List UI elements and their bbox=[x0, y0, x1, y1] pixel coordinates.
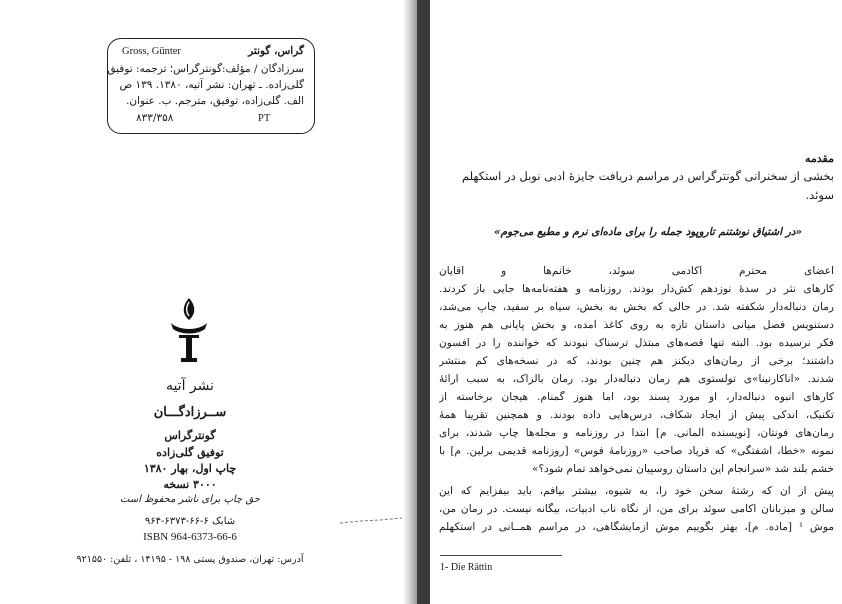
page-gutter bbox=[403, 0, 417, 604]
publisher-name: نشر آتیه bbox=[165, 378, 215, 394]
catalog-card bbox=[107, 38, 315, 134]
scan-artifact-line bbox=[340, 517, 402, 525]
left-page-colophon bbox=[0, 0, 403, 604]
catalog-class-code: PT bbox=[258, 113, 271, 124]
isbn-latin: ISBN 964-6373-66-6 bbox=[143, 531, 237, 543]
book-spine bbox=[417, 0, 430, 604]
translator-name: توفیق گلی‌زاده bbox=[156, 446, 224, 459]
publisher-address: آدرس: تهران، صندوق پستی ۱۹۸ - ۱۴۱۹۵ ، تلفن: ۹۲۱۵۵۰ bbox=[76, 554, 304, 565]
body-line: خشم بلند شد «سرانجام این داستان روسپیان نمی‌خواهد تمام شود؟» bbox=[532, 463, 834, 475]
section-heading: مقدمه bbox=[804, 152, 834, 165]
print-run: ۳۰۰۰ نسخه bbox=[163, 478, 217, 491]
publisher-logo-icon bbox=[167, 296, 211, 366]
body-line: پیش از آن که رشتهٔ سخن خود را، به شیوه، بیشتر بیافم، باید بیفزایم که این bbox=[439, 485, 834, 497]
body-line: شدند. «آناکارنینا»ی تولستوی هم رمان دنباله‌دار بود. رمان بالزاک، به سبب ارائهٔ bbox=[439, 373, 834, 385]
catalog-line-3: الف. گلی‌زاده، توفیق، مترجم. ب. عنوان. bbox=[126, 95, 304, 107]
rights-notice: حق چاپ برای ناشر محفوظ است bbox=[120, 494, 260, 505]
edition-info: چاپ اول، بهار ۱۳۸۰ bbox=[143, 462, 237, 475]
catalog-line-2: گلی‌زاده. ـ تهران: نشر آتیه، ۱۳۸۰. ۱۳۹ ص bbox=[119, 79, 304, 91]
body-line: کارهای نثر در سدهٔ نوزدهم کش‌دار بودند. روزنامه و هفته‌نامه‌ها جایی باز کردند. bbox=[439, 283, 834, 295]
author-name: گونترگراس bbox=[164, 429, 216, 442]
body-line: سالن و میزبانان آکامی سوئد برای من، از نگاه ناب ادبیات، بیگانه نیست. در رمان من، bbox=[439, 503, 834, 515]
catalog-latin-name: Gross, Günter bbox=[122, 46, 181, 57]
body-line: نمونه «خطا، آشفتگی» که فریاد صاحب «روزنامهٔ فوس» [روزنامه قدیمی برلین. م] با bbox=[439, 445, 834, 457]
body-line: فکر نرسیده بود. البته تنها قصه‌های مبتذل ترسناک نبودند که خواننده را در افسون bbox=[439, 337, 834, 349]
body-line: کارهای انبوه دنباله‌دار، او مورد پسند بود، اما هنوز گمنام. هیجان برخاسته از bbox=[439, 391, 834, 403]
footnote-divider bbox=[440, 555, 562, 556]
speech-title-quote: «در اشتیاق نوشتنم تاروپود جمله را برای ماده‌ای نرم و مطیع می‌جوم» bbox=[494, 226, 802, 238]
intro-line-1: بخشی از سخنرانی گونترگراس در مراسم دریافت جایزهٔ ادبی نوبل در استکهلم bbox=[461, 169, 834, 183]
body-line: اعضای محترم آکادمی سوئد، خانم‌ها و آقایان bbox=[439, 265, 834, 277]
body-line: داشتند؛ برخی از رمان‌های دیکنز هم چنین بودند، که در نسخه‌های کم منتشر bbox=[439, 355, 834, 367]
catalog-arabic-name: گراس، گونتر bbox=[248, 45, 304, 57]
intro-line-2: سوئد. bbox=[805, 188, 834, 202]
body-line: رمان‌های فونتان، [نویسنده آلمانی. م] ابتدا در روزنامه و مجله‌ها چاپ شدند، برای bbox=[439, 427, 834, 439]
body-line: تکنیک، اندکی پیش از ایجاد شکاف، درس‌هایی داده بودند. و همچنین تقریباً همهٔ bbox=[439, 409, 834, 421]
body-line: رمان دنباله‌دار شکفته شد. در حالی که بخش به بخش، سیاه بر سفید، چاپ می‌شد، bbox=[439, 301, 834, 313]
catalog-class-number: ۸۳۳/۳۵۸ bbox=[136, 112, 174, 124]
right-page-introduction bbox=[430, 0, 842, 604]
book-title: ســرزادگـــان bbox=[153, 405, 227, 420]
body-line: دستنویس فصل میانی داستان تازه به روی کاغذ آمده، و بخش پایانی هم هنوز به bbox=[439, 319, 834, 331]
footnote: 1- Die Rättin bbox=[440, 562, 493, 573]
isbn-persian: شابک ۶-۶۶-۶۳۷۳-۹۶۴ bbox=[144, 516, 236, 527]
body-line: موش ¹ [ماده. م]، بهتر بگوییم موش آزمایشگاهی، در مراسم همــانی در استکهلم bbox=[439, 521, 834, 533]
catalog-line-1: سرزادگان / مؤلف:گونترگراس؛ ترجمه: توفیق bbox=[107, 63, 304, 75]
